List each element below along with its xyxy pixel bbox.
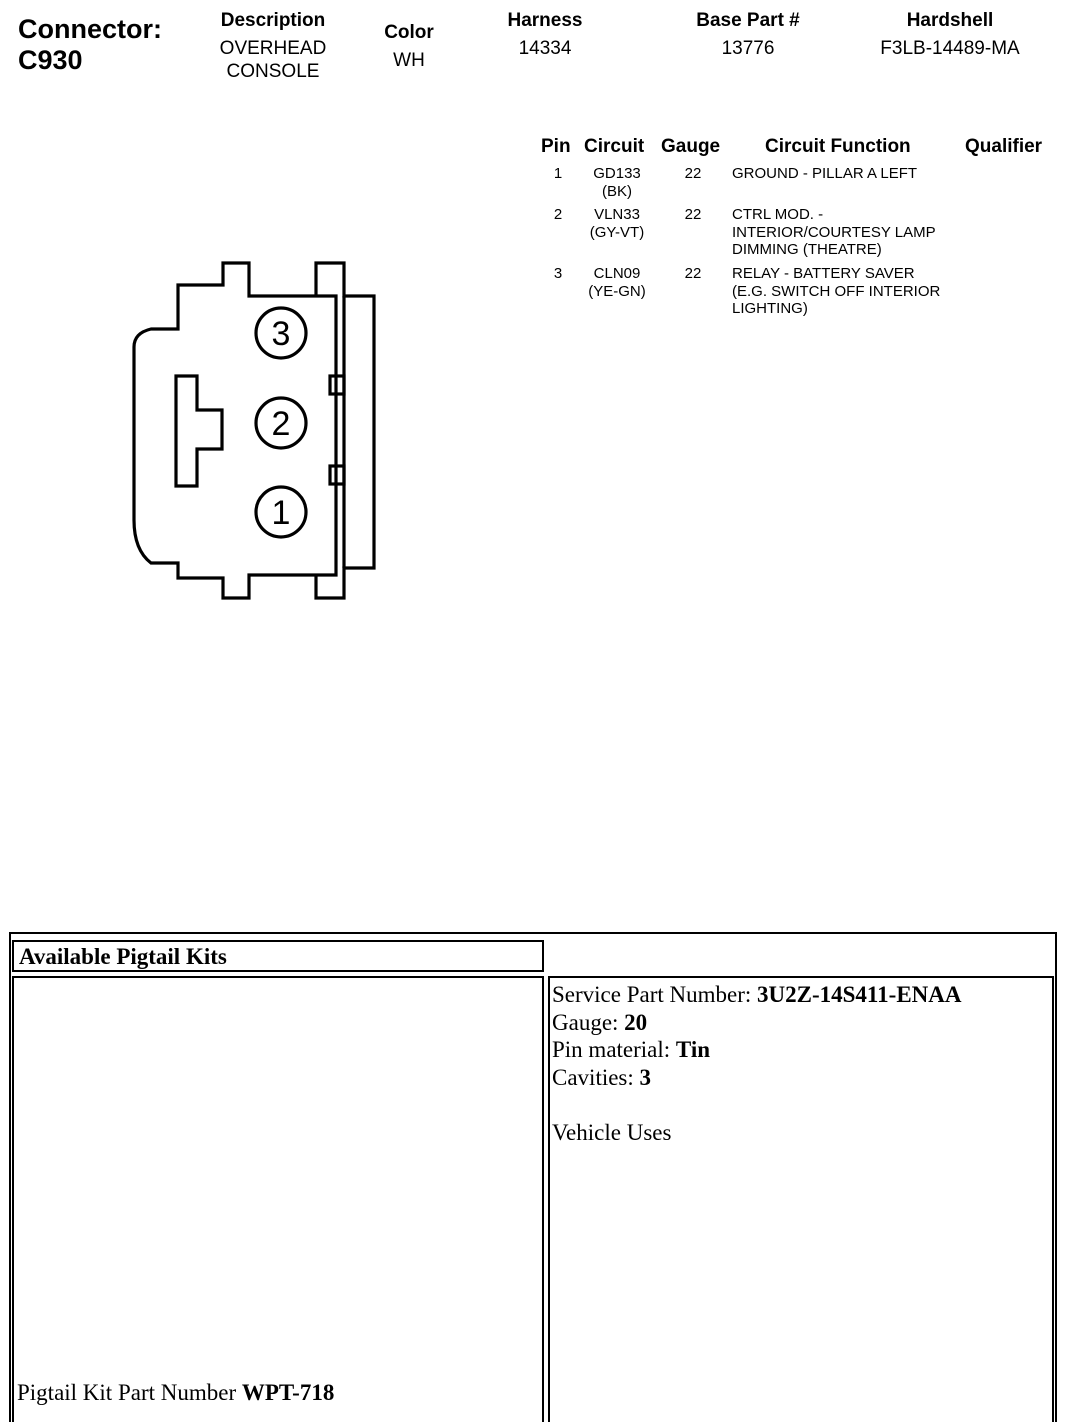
pin-circuit [577, 265, 657, 300]
connector-label: Connector: [18, 14, 162, 44]
description-heading: Description [220, 10, 326, 31]
kit-part-value: WPT-718 [241, 1380, 335, 1405]
pin-gauge: 22 [684, 206, 702, 223]
pin-material-value: Tin [675, 1037, 711, 1062]
function-line: CTRL MOD. - [732, 206, 824, 223]
circuit-code: GD133 [593, 165, 641, 182]
function-line: DIMMING (THEATRE) [732, 241, 882, 258]
pin-number: 3 [553, 265, 563, 282]
pin-gauge: 22 [684, 165, 702, 182]
pin-circuit [577, 206, 657, 241]
base-part-heading: Base Part # [696, 10, 800, 31]
gauge-header: Gauge [661, 136, 721, 157]
pigtail-kits-title: Available Pigtail Kits [12, 940, 544, 972]
pin-label-2: 2 [271, 405, 291, 443]
color-value: WH [393, 50, 425, 71]
pin-material-label: Pin material: [552, 1037, 676, 1062]
circuit-color: (BK) [602, 182, 632, 200]
color-heading: Color [384, 22, 434, 43]
pin-function [732, 206, 992, 259]
connector-id: C930 [18, 45, 83, 75]
function-line: GROUND - PILLAR A LEFT [732, 165, 918, 182]
pin-number: 2 [553, 206, 563, 223]
circuit-color: (YE-GN) [588, 282, 646, 300]
qualifier-header: Qualifier [965, 136, 1043, 157]
function-line: LIGHTING) [732, 300, 808, 317]
pin-header: Pin [541, 136, 571, 157]
pin-label-3: 3 [271, 315, 291, 353]
cavities-value: 3 [639, 1065, 652, 1090]
cavities [552, 1064, 651, 1092]
description-line-1: OVERHEAD [219, 38, 327, 59]
kit-part-label: Pigtail Kit Part Number [17, 1380, 242, 1405]
hardshell-value: F3LB-14489-MA [880, 38, 1020, 59]
header-harness [485, 9, 605, 60]
pin-number: 1 [553, 165, 563, 182]
circuit-color: (GY-VT) [589, 223, 645, 241]
pin-function [732, 165, 972, 183]
circuit-code: CLN09 [593, 265, 641, 282]
kit-gauge [552, 1009, 647, 1037]
kit-gauge-label: Gauge: [552, 1010, 625, 1035]
circuit-code: VLN33 [594, 206, 640, 223]
pin-label-1: 1 [271, 494, 291, 532]
description-line-2: CONSOLE [226, 61, 320, 82]
harness-value: 14334 [518, 38, 572, 59]
function-line: INTERIOR/COURTESY LAMP [732, 223, 936, 241]
pin-circuit [577, 165, 657, 200]
connector-face-diagram [0, 0, 420, 620]
base-part-value: 13776 [721, 38, 775, 59]
connector-key [176, 376, 222, 486]
harness-heading: Harness [507, 10, 583, 31]
kit-gauge-value: 20 [624, 1010, 648, 1035]
header-base-part [668, 9, 828, 60]
circuit-header: Circuit [584, 136, 645, 157]
service-part-label: Service Part Number: [552, 982, 758, 1007]
cavities-label: Cavities: [552, 1065, 640, 1090]
pin-material [552, 1036, 710, 1064]
pin-function [732, 265, 992, 318]
pin-gauge: 22 [684, 265, 702, 282]
function-line: (E.G. SWITCH OFF INTERIOR [732, 282, 941, 300]
pigtail-kit-image-panel [12, 976, 544, 1422]
service-part-value: 3U2Z-14S411-ENAA [757, 982, 962, 1007]
function-line: RELAY - BATTERY SAVER [732, 265, 915, 282]
header-hardshell [860, 9, 1040, 60]
hardshell-heading: Hardshell [906, 10, 994, 31]
vehicle-uses-label: Vehicle Uses [552, 1120, 672, 1145]
circuit-function-header: Circuit Function [765, 136, 911, 157]
pigtail-kit-part-number [17, 1379, 334, 1407]
service-part-number [552, 981, 962, 1009]
